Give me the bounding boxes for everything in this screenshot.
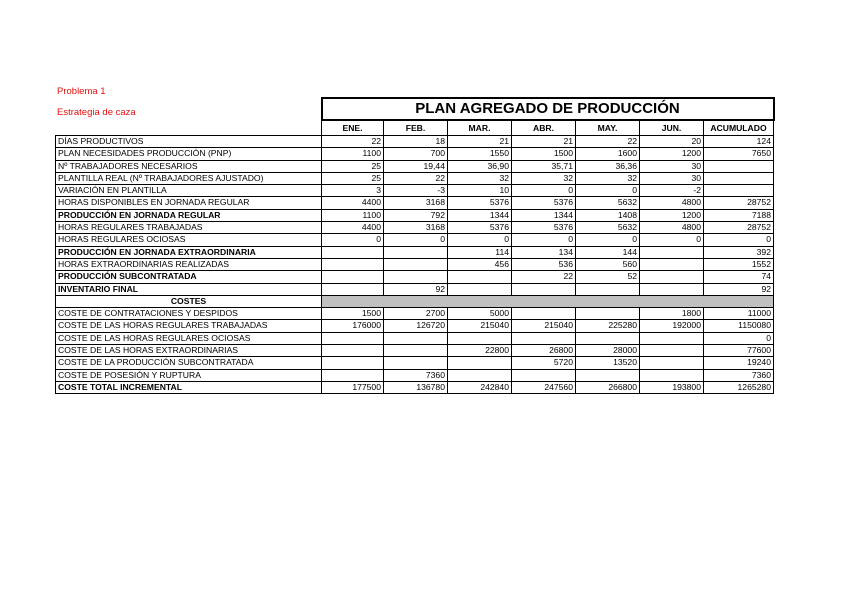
cell-value — [576, 308, 640, 320]
cell-value: 4800 — [640, 222, 704, 234]
cell-value: 13520 — [576, 357, 640, 369]
cell-value: 5376 — [512, 222, 576, 234]
cell-value: 176000 — [322, 320, 384, 332]
cell-value: 5000 — [448, 308, 512, 320]
cell-value: 92 — [384, 283, 448, 295]
table-row — [56, 246, 774, 258]
cell-value: 215040 — [512, 320, 576, 332]
cell-value: 1150080 — [704, 320, 774, 332]
cell-value — [448, 271, 512, 283]
cell-value: 0 — [576, 234, 640, 246]
cell-value: 5376 — [448, 222, 512, 234]
row-label: INVENTARIO FINAL — [56, 283, 322, 295]
cell-value — [448, 283, 512, 295]
costs-header: COSTES — [56, 295, 322, 307]
cell-value: 32 — [512, 172, 576, 184]
table-row — [56, 172, 774, 184]
cell-value — [384, 357, 448, 369]
cell-value: 0 — [512, 185, 576, 197]
cell-value — [576, 332, 640, 344]
table-row — [56, 357, 774, 369]
cell-value: 28752 — [704, 197, 774, 209]
cell-value: 1600 — [576, 148, 640, 160]
months-header-row — [56, 120, 774, 136]
cell-value: 1265280 — [704, 381, 774, 393]
cell-value: 5632 — [576, 197, 640, 209]
cell-value: 1552 — [704, 258, 774, 270]
cell-value: 0 — [322, 234, 384, 246]
cell-value — [322, 271, 384, 283]
cell-value: 536 — [512, 258, 576, 270]
table-row — [56, 332, 774, 344]
table-row — [56, 345, 774, 357]
cell-value: 1500 — [512, 148, 576, 160]
table-row — [56, 185, 774, 197]
cell-value: 18 — [384, 136, 448, 148]
costs-header-row — [56, 295, 774, 307]
cell-value — [512, 283, 576, 295]
cell-value: 11000 — [704, 308, 774, 320]
cell-value: 22800 — [448, 345, 512, 357]
cell-value: 22 — [384, 172, 448, 184]
cell-value — [640, 369, 704, 381]
cell-value: 456 — [448, 258, 512, 270]
row-label: Nº TRABAJADORES NECESARIOS — [56, 160, 322, 172]
cell-value — [704, 172, 774, 184]
cell-value: 5376 — [512, 197, 576, 209]
row-label: PLAN NECESIDADES PRODUCCIÓN (PNP) — [56, 148, 322, 160]
cell-value: 144 — [576, 246, 640, 258]
cell-value: 1800 — [640, 308, 704, 320]
row-label: COSTE DE POSESIÓN Y RUPTURA — [56, 369, 322, 381]
row-label: COSTE DE LA PRODUCCIÓN SUBCONTRATADA — [56, 357, 322, 369]
cell-value: -3 — [384, 185, 448, 197]
row-label: COSTE DE CONTRATACIONES Y DESPIDOS — [56, 308, 322, 320]
cell-value — [322, 258, 384, 270]
cell-value — [322, 345, 384, 357]
cell-value: 19240 — [704, 357, 774, 369]
cell-value: 4800 — [640, 197, 704, 209]
row-label: HORAS DISPONIBLES EN JORNADA REGULAR — [56, 197, 322, 209]
cell-value — [384, 258, 448, 270]
row-label: COSTE DE LAS HORAS REGULARES TRABAJADAS — [56, 320, 322, 332]
month-header: MAY. — [576, 120, 640, 136]
cell-value: 7360 — [384, 369, 448, 381]
row-label: COSTE DE LAS HORAS EXTRAORDINARIAS — [56, 345, 322, 357]
cell-value: 77600 — [704, 345, 774, 357]
cell-value: 1200 — [640, 148, 704, 160]
month-header: ENE. — [322, 120, 384, 136]
cell-value: 0 — [576, 185, 640, 197]
cell-value: 3168 — [384, 222, 448, 234]
table-row — [56, 136, 774, 148]
cell-value: 28752 — [704, 222, 774, 234]
cell-value: 242840 — [448, 381, 512, 393]
cell-value: 3 — [322, 185, 384, 197]
month-header: MAR. — [448, 120, 512, 136]
cell-value — [640, 246, 704, 258]
row-label: DÍAS PRODUCTIVOS — [56, 136, 322, 148]
cell-value — [512, 332, 576, 344]
cell-value: 192000 — [640, 320, 704, 332]
cell-value — [704, 185, 774, 197]
cell-value: 1200 — [640, 209, 704, 221]
cell-value: 28000 — [576, 345, 640, 357]
costs-header-fill — [322, 295, 774, 307]
cell-value: 1100 — [322, 148, 384, 160]
months-spacer — [56, 120, 322, 136]
table-row — [56, 369, 774, 381]
row-label: COSTE TOTAL INCREMENTAL — [56, 381, 322, 393]
cell-value — [384, 345, 448, 357]
cell-value — [640, 345, 704, 357]
cell-value — [640, 258, 704, 270]
cell-value: 19,44 — [384, 160, 448, 172]
cell-value: 1344 — [448, 209, 512, 221]
row-label: HORAS REGULARES OCIOSAS — [56, 234, 322, 246]
cell-value — [640, 283, 704, 295]
cell-value: 2700 — [384, 308, 448, 320]
cell-value: 26800 — [512, 345, 576, 357]
cell-value: 32 — [576, 172, 640, 184]
table-row — [56, 258, 774, 270]
cell-value: 4400 — [322, 197, 384, 209]
row-label: PRODUCCIÓN EN JORNADA REGULAR — [56, 209, 322, 221]
table-row — [56, 148, 774, 160]
cell-value: 1500 — [322, 308, 384, 320]
cell-value: 0 — [704, 332, 774, 344]
cell-value: 114 — [448, 246, 512, 258]
cell-value: 792 — [384, 209, 448, 221]
cell-value — [512, 308, 576, 320]
month-header: ABR. — [512, 120, 576, 136]
cell-value — [322, 332, 384, 344]
month-header: JUN. — [640, 120, 704, 136]
cell-value: 4400 — [322, 222, 384, 234]
cell-value: 5376 — [448, 197, 512, 209]
cell-value: 22 — [512, 271, 576, 283]
cell-value — [448, 332, 512, 344]
cell-value: 30 — [640, 172, 704, 184]
cell-value: 1100 — [322, 209, 384, 221]
table-row — [56, 209, 774, 221]
cell-value — [640, 357, 704, 369]
table-title: PLAN AGREGADO DE PRODUCCIÓN — [322, 98, 774, 120]
table-row — [56, 222, 774, 234]
row-label: PLANTILLA REAL (Nº TRABAJADORES AJUSTADO) — [56, 172, 322, 184]
cell-value: 21 — [512, 136, 576, 148]
cell-value: 20 — [640, 136, 704, 148]
title-row — [56, 98, 774, 120]
cell-value: 36,36 — [576, 160, 640, 172]
cell-value: 1550 — [448, 148, 512, 160]
row-label: HORAS REGULARES TRABAJADAS — [56, 222, 322, 234]
cell-value: 0 — [512, 234, 576, 246]
cell-value: 32 — [448, 172, 512, 184]
cell-value: -2 — [640, 185, 704, 197]
cell-value — [322, 369, 384, 381]
month-header: ACUMULADO — [704, 120, 774, 136]
strategy-label: Estrategia de caza — [57, 107, 136, 118]
cell-value: 266800 — [576, 381, 640, 393]
cell-value: 177500 — [322, 381, 384, 393]
cell-value: 25 — [322, 172, 384, 184]
cell-value — [704, 160, 774, 172]
cell-value: 21 — [448, 136, 512, 148]
cell-value: 1408 — [576, 209, 640, 221]
cell-value: 22 — [322, 136, 384, 148]
cell-value: 7360 — [704, 369, 774, 381]
cell-value: 0 — [384, 234, 448, 246]
cell-value — [322, 246, 384, 258]
table-row — [56, 283, 774, 295]
cell-value: 22 — [576, 136, 640, 148]
cell-value — [640, 271, 704, 283]
cell-value — [576, 283, 640, 295]
table-row — [56, 197, 774, 209]
cell-value: 126720 — [384, 320, 448, 332]
cell-value: 5720 — [512, 357, 576, 369]
cell-value: 35,71 — [512, 160, 576, 172]
cell-value: 700 — [384, 148, 448, 160]
cell-value: 134 — [512, 246, 576, 258]
cell-value: 74 — [704, 271, 774, 283]
cell-value: 247560 — [512, 381, 576, 393]
title-spacer — [56, 98, 322, 120]
cell-value: 92 — [704, 283, 774, 295]
row-label: HORAS EXTRAORDINARIAS REALIZADAS — [56, 258, 322, 270]
cell-value: 7188 — [704, 209, 774, 221]
cell-value: 7650 — [704, 148, 774, 160]
cell-value — [576, 369, 640, 381]
cell-value — [322, 283, 384, 295]
table-row — [56, 320, 774, 332]
cell-value: 225280 — [576, 320, 640, 332]
cell-value — [448, 369, 512, 381]
cell-value — [448, 357, 512, 369]
row-label: PRODUCCIÓN EN JORNADA EXTRAORDINARIA — [56, 246, 322, 258]
table-row — [56, 381, 774, 393]
table-row — [56, 234, 774, 246]
table-row — [56, 271, 774, 283]
cell-value — [384, 271, 448, 283]
cell-value — [640, 332, 704, 344]
row-label: VARIACIÓN EN PLANTILLA — [56, 185, 322, 197]
cell-value: 0 — [448, 234, 512, 246]
cell-value — [384, 246, 448, 258]
cell-value: 0 — [704, 234, 774, 246]
cell-value: 124 — [704, 136, 774, 148]
cell-value: 215040 — [448, 320, 512, 332]
row-label: COSTE DE LAS HORAS REGULARES OCIOSAS — [56, 332, 322, 344]
cell-value: 0 — [640, 234, 704, 246]
cell-value: 52 — [576, 271, 640, 283]
cell-value: 136780 — [384, 381, 448, 393]
cell-value — [512, 369, 576, 381]
month-header: FEB. — [384, 120, 448, 136]
cell-value: 1344 — [512, 209, 576, 221]
cell-value: 392 — [704, 246, 774, 258]
row-label: PRODUCCIÓN SUBCONTRATADA — [56, 271, 322, 283]
cell-value: 36,90 — [448, 160, 512, 172]
cell-value: 3168 — [384, 197, 448, 209]
table-row — [56, 308, 774, 320]
cell-value: 193800 — [640, 381, 704, 393]
cell-value: 10 — [448, 185, 512, 197]
cell-value — [322, 357, 384, 369]
cell-value — [384, 332, 448, 344]
problem-label: Problema 1 — [57, 86, 106, 97]
cell-value: 5632 — [576, 222, 640, 234]
cell-value: 25 — [322, 160, 384, 172]
production-plan-table — [55, 97, 775, 394]
cell-value: 30 — [640, 160, 704, 172]
table-row — [56, 160, 774, 172]
cell-value: 560 — [576, 258, 640, 270]
